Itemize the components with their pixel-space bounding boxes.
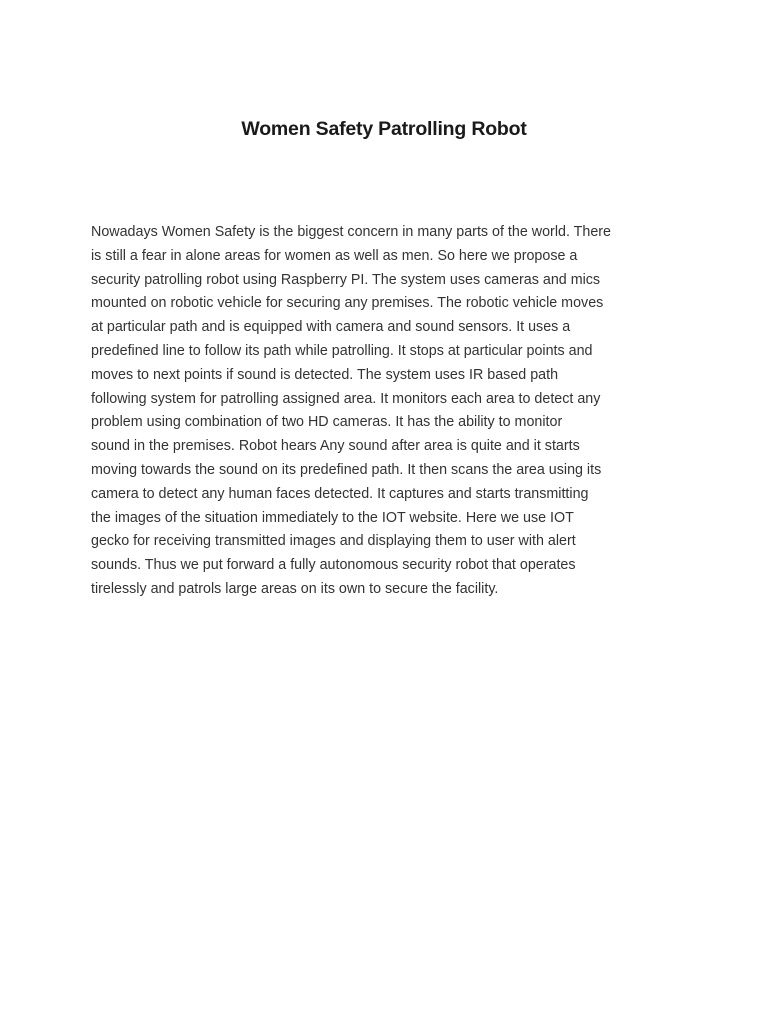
paragraph-line: problem using combination of two HD cameras. It has the ability to monitor [91,414,563,431]
paragraph-line: gecko for receiving transmitted images and displaying them to user with alert [91,533,576,550]
paragraph-line: tirelessly and patrols large areas on its own to secure the facility. [91,580,499,597]
paragraph-line: mounted on robotic vehicle for securing any premises. The robotic vehicle moves [91,295,604,312]
paragraph-line: sounds. Thus we put forward a fully autonomous security robot that operates [91,557,576,574]
paragraph-line: the images of the situation immediately to the IOT website. Here we use IOT [91,509,574,526]
document-title: Women Safety Patrolling Robot [241,118,527,140]
paragraph-line: following system for patrolling assigned area. It monitors each area to detect any [91,390,601,407]
paragraph-line: moving towards the sound on its predefined path. It then scans the area using its [91,461,602,478]
paragraph-line: is still a fear in alone areas for women as well as men. So here we propose a [91,247,578,264]
paragraph-line: camera to detect any human faces detected. It captures and starts transmitting [91,485,589,502]
paragraph-line: at particular path and is equipped with camera and sound sensors. It uses a [91,319,571,336]
paragraph-line: Nowadays Women Safety is the biggest concern in many parts of the world. There [91,224,611,240]
abstract-paragraph [91,221,689,602]
paragraph-line: sound in the premises. Robot hears Any sound after area is quite and it starts [91,438,580,455]
paragraph-line: predefined line to follow its path while patrolling. It stops at particular points and [91,342,593,359]
paragraph-line: security patrolling robot using Raspberry PI. The system uses cameras and mics [91,271,601,288]
paragraph-line: moves to next points if sound is detected. The system uses IR based path [91,366,559,383]
